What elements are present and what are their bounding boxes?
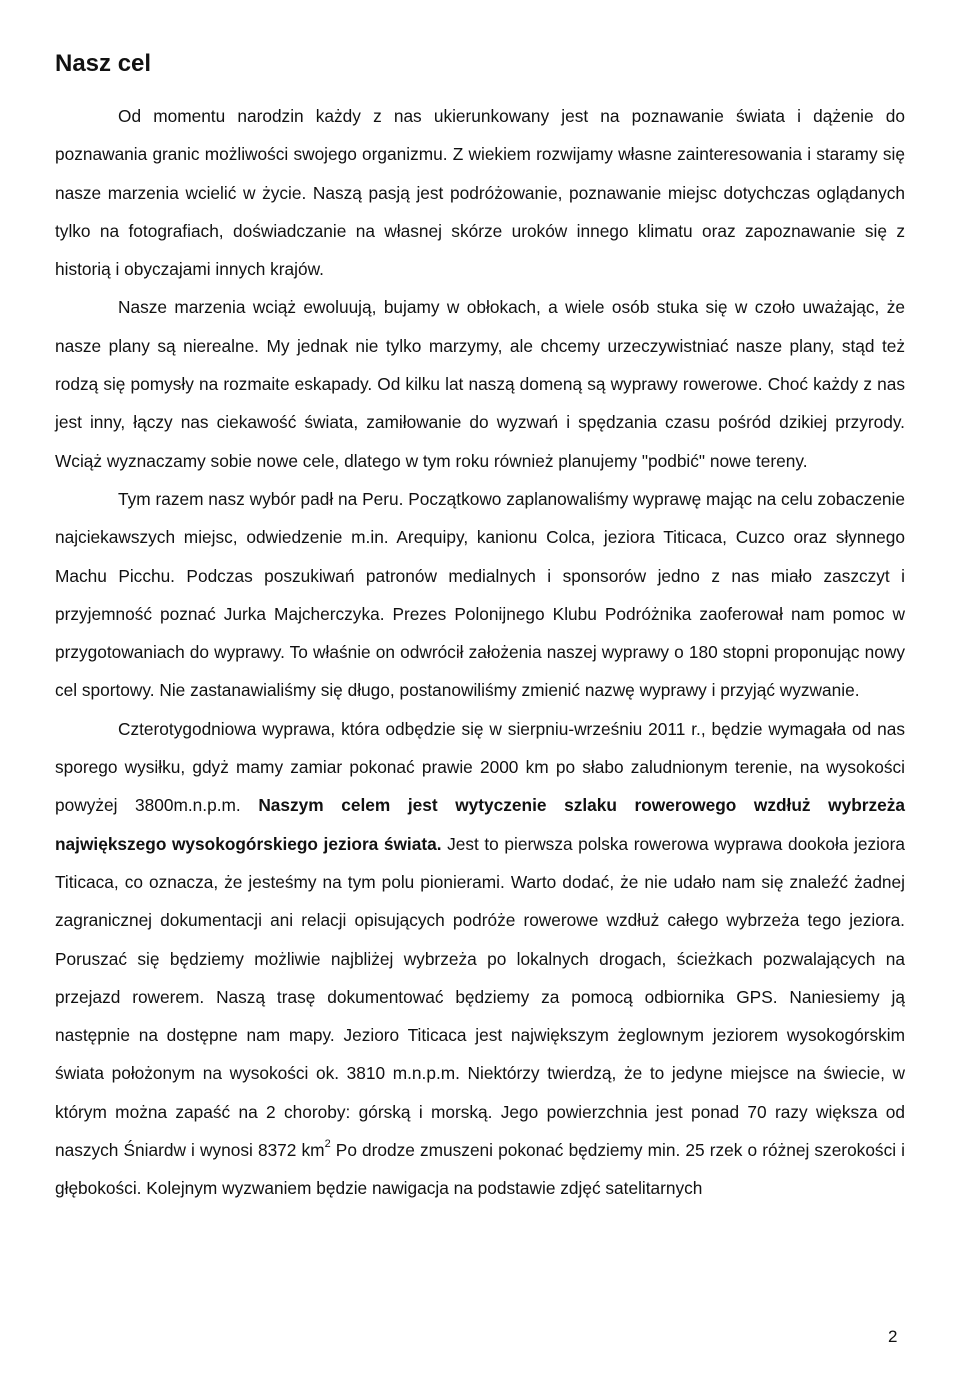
paragraph-4-middle: Jest to pierwsza polska rowerowa wyprawa dookoła jeziora Titicaca, co oznacza, że jesteśmy na tym polu pionierami. Warto dodać, że nie udało nam się znaleźć żadnej zagranicznej dokumentacji ani relacji opisujących podróże rowerowe wzdłuż całego wybrzeża tego jeziora. Poruszać się będziemy możliwie najbliżej wybrzeża po lokalnych drogach, ścieżkach pozwalających na przejazd rowerem. Naszą trasę dokumentować będziemy za pomocą odbiornika GPS. Naniesiemy ją następnie na dostępne nam mapy. Jezioro Titicaca jest największym żeglownym jeziorem wysokogórskim świata położonym na wysokości ok. 3810 m.n.p.m. Niektórzy twierdzą, że to jedyne miejsce na świecie, w którym można zapaść na 2 choroby: górską i morską. Jego powierzchnia jest ponad 70 razy większa od naszych Śniardw i wynosi 8372 km (55, 833, 905, 1161)
paragraph-2: Nasze marzenia wciąż ewoluują, bujamy w obłokach, a wiele osób stuka się w czoło uważając, że nasze plany są nierealne. My jednak nie tylko marzymy, ale chcemy urzeczywistniać nasze plany, stąd też rodzą się pomysły na rozmaite eskapady. Od kilku lat naszą domeną są wyprawy rowerowe. Choć każdy z nas jest inny, łączy nas ciekawość świata, zamiłowanie do wyzwań i spędzania czasu pośród dzikiej przyrody. Wciąż wyznaczamy sobie nowe cele, dlatego w tym roku również planujemy "podbić" nowe tereny. (55, 297, 905, 471)
goal-statement: Naszym celem jest wytyczenie szlaku rowerowego wzdłuż wybrzeża największego wysokogórskiego jeziora świata. (55, 795, 905, 854)
paragraph-1: Od momentu narodzin każdy z nas ukierunkowany jest na poznawanie świata i dążenie do poznawania granic możliwości swojego organizmu. Z wiekiem rozwijamy własne zainteresowania i staramy się nasze marzenia wcielić w życie. Naszą pasją jest podróżowanie, poznawanie miejsc dotychczas oglądanych tylko na fotografiach, doświadczanie na własnej skórze uroków innego klimatu oraz zapoznawanie się z historią i obyczajami innych krajów. (55, 106, 905, 280)
page-title: Nasz cel (55, 50, 152, 77)
document-body (55, 97, 905, 1208)
paragraph-3: Tym razem nasz wybór padł na Peru. Początkowo zaplanowaliśmy wyprawę mając na celu zobaczenie najciekawszych miejsc, odwiedzenie m.in. Arequipy, kanionu Colca, jeziora Titicaca, Cuzco oraz słynnego Machu Picchu. Podczas poszukiwań patronów medialnych i sponsorów jedno z nas miało zaszczyt i przyjemność poznać Jurka Majcherczyka. Prezes Polonijnego Klubu Podróżnika zaoferował nam pomoc w przygotowaniach do wyprawy. To właśnie on odwrócił założenia naszej wyprawy o 180 stopni proponując nowy cel sportowy. Nie zastanawialiśmy się długo, postanowiliśmy zmienić nazwę wyprawy i przyjąć wyzwanie. (55, 488, 905, 701)
paragraph-4-intro: Czterotygodniowa wyprawa, która odbędzie się w sierpniu-wrześniu 2011 r., będzie wymagała od nas sporego wysiłku, gdyż mamy zamiar pokonać prawie 2000 km po słabo zaludnionym terenie, na wysokości powyżej 3800m.n.p.m. (55, 718, 905, 816)
paragraph-4 (55, 710, 905, 1208)
page-number: 2 (888, 1327, 898, 1346)
area-unit-superscript: 2 (324, 1138, 331, 1151)
paragraph-4-end: Po drodze zmuszeni pokonać będziemy min. 25 rzek o różnej szerokości i głębokości. Kolejnym wyzwaniem będzie nawigacja na podstawie zdjęć satelitarnych (55, 1140, 906, 1199)
